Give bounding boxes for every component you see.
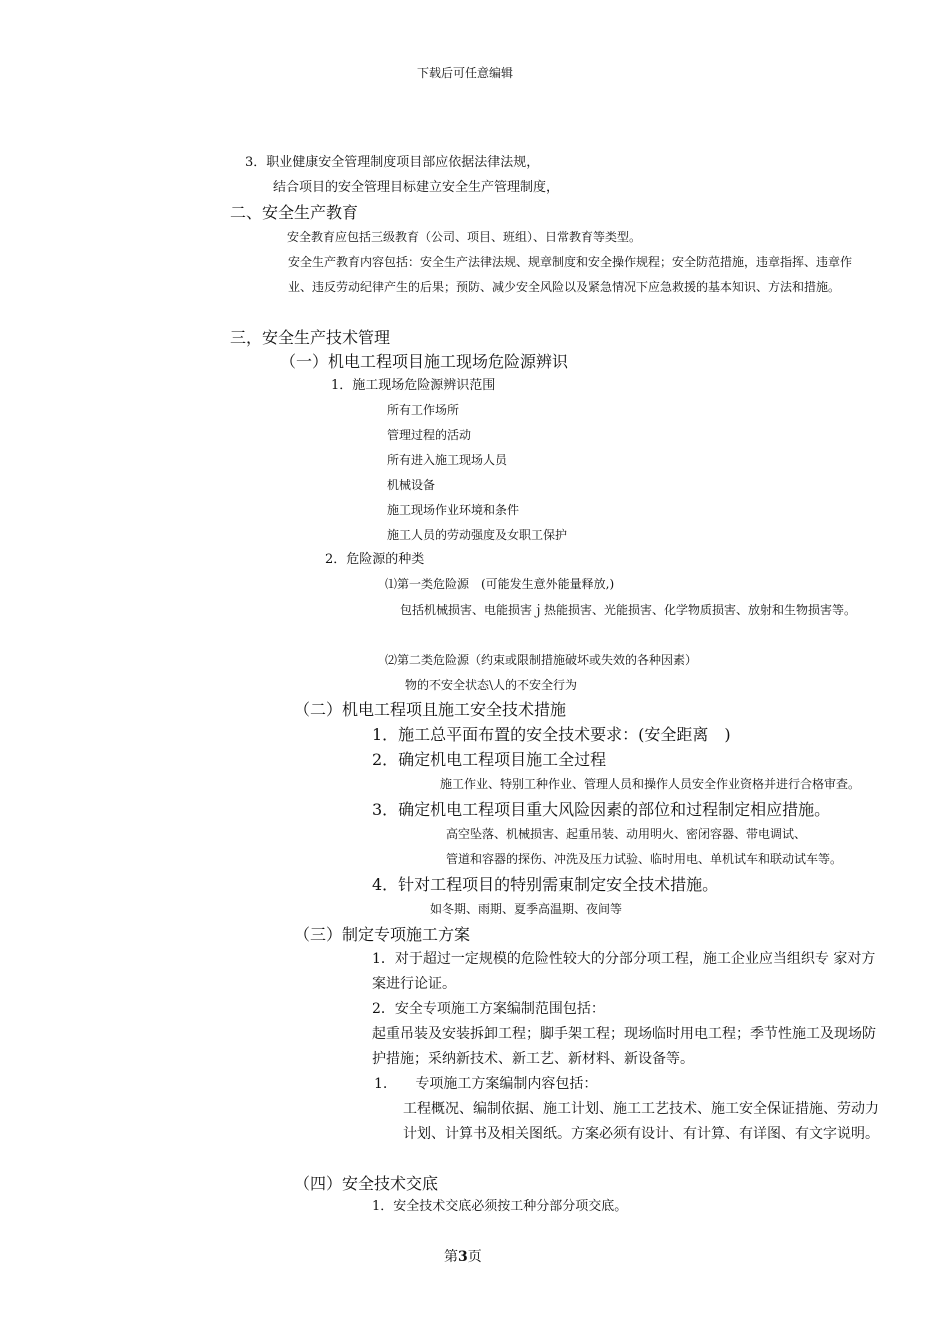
footer-prefix: 第 [444, 1249, 458, 1265]
list-item: 施工现场作业环境和条件 [387, 503, 520, 517]
subsection-heading: （二）机电工程项且施工安全技术措施 [294, 700, 567, 719]
text-line: ⑵第二类危险源（约束或限制措施破坏或失效的各种因素） [385, 653, 698, 667]
text-line: 安全教育应包括三级教育（公司、项目、班组）、日常教育等类型。 [287, 230, 642, 244]
subsection-heading: （一）机电工程项目施工现场危险源辨识 [280, 352, 569, 371]
list-item: 所有工作场所 [387, 403, 460, 417]
section-heading: 二、安全生产教育 [230, 203, 359, 222]
text-line: 物的不安全状态\人的不安全行为 [405, 678, 578, 692]
text-line: 1．对于超过一定规模的危险性较大的分部分项工程，施工企业应当组织专 家对方 [372, 951, 876, 967]
list-item: 所有进入施工现场人员 [387, 453, 508, 467]
list-item: 机械设备 [387, 478, 436, 492]
text-line: 1．安全技术交底必须按工种分部分项交底。 [372, 1199, 628, 1214]
text-line: 包括机械损害、电能损害ｊ热能损害、光能损害、化学物质损害、放射和生物损害等。 [400, 603, 857, 617]
text-line: 3．职业健康安全管理制度项目部应依据法律法规， [245, 155, 540, 170]
text-line: 护措施；采纳新技术、新工艺、新材料、新设备等。 [372, 1051, 694, 1067]
text-line: 业、违反劳动纪律产生的后果；预防、减少安全风险以及紧急情况下应急救援的基本知识、方法和措施。 [288, 280, 841, 294]
page-header: 下载后可任意编辑 [417, 66, 514, 80]
text-line: 案进行论证。 [372, 976, 456, 992]
numbered-heading: 3．确定机电工程项目重大风险因素的部位和过程制定相应措施。 [372, 800, 831, 819]
text-line: 管道和容器的探伤、冲洗及压力试验、临时用电、单机试车和联动试车等。 [446, 852, 843, 866]
text-line: 结合项目的安全管理目标建立安全生产管理制度， [273, 180, 560, 195]
page-number: 3 [458, 1249, 468, 1265]
text-line: 如冬期、雨期、夏季高温期、夜间等 [430, 902, 623, 916]
footer-suffix: 页 [467, 1249, 482, 1265]
numbered-heading: 4．针对工程项目的特别需東制定安全技术措施。 [372, 875, 719, 894]
text-line: 计划、计算书及相关图纸。方案必须有设计、有计算、有详图、有文字说明。 [403, 1126, 879, 1142]
page-footer [444, 1249, 482, 1266]
numbered-heading: 2．确定机电工程项目施工全过程 [372, 750, 607, 769]
list-item: 施工人员的劳动强度及女职工保护 [387, 528, 568, 542]
subsection-heading: （四）安全技术交底 [294, 1174, 439, 1193]
text-line: ⑴第一类危险源 (可能发生意外能量释放,) [385, 577, 615, 591]
text-line: 1．施工现场危险源辨识范围 [331, 378, 496, 393]
list-item: 管理过程的活动 [387, 428, 472, 442]
text-line: 1. 专项施工方案编制内容包括： [374, 1076, 598, 1092]
section-heading: 三，安全生产技术管理 [230, 328, 391, 347]
text-line: 施工作业、特别工种作业、管理人员和操作人员安全作业资格并进行合格审查。 [440, 777, 861, 791]
text-line: 工程概况、编制依据、施工计划、施工工艺技术、施工安全保证措施、劳动力 [403, 1101, 879, 1117]
text-line: 2．安全专项施工方案编制范围包括： [372, 1001, 605, 1017]
text-line: 高空坠落、机械损害、起重吊装、动用明火、密闭容器、带电调试、 [446, 827, 807, 841]
numbered-heading: 1．施工总平面布置的安全技术要求：(安全距离 ) [372, 725, 731, 744]
text-line: 起重吊装及安装拆卸工程；脚手架工程；现场临时用电工程；季节性施工及现场防 [372, 1026, 876, 1042]
subsection-heading: （三）制定专项施工方案 [294, 925, 471, 944]
text-line: 2．危险源的种类 [325, 552, 425, 567]
text-line: 安全生产教育内容包括：安全生产法律法规、规章制度和安全操作规程；安全防范措施，违章指挥、违章作 [288, 255, 853, 269]
